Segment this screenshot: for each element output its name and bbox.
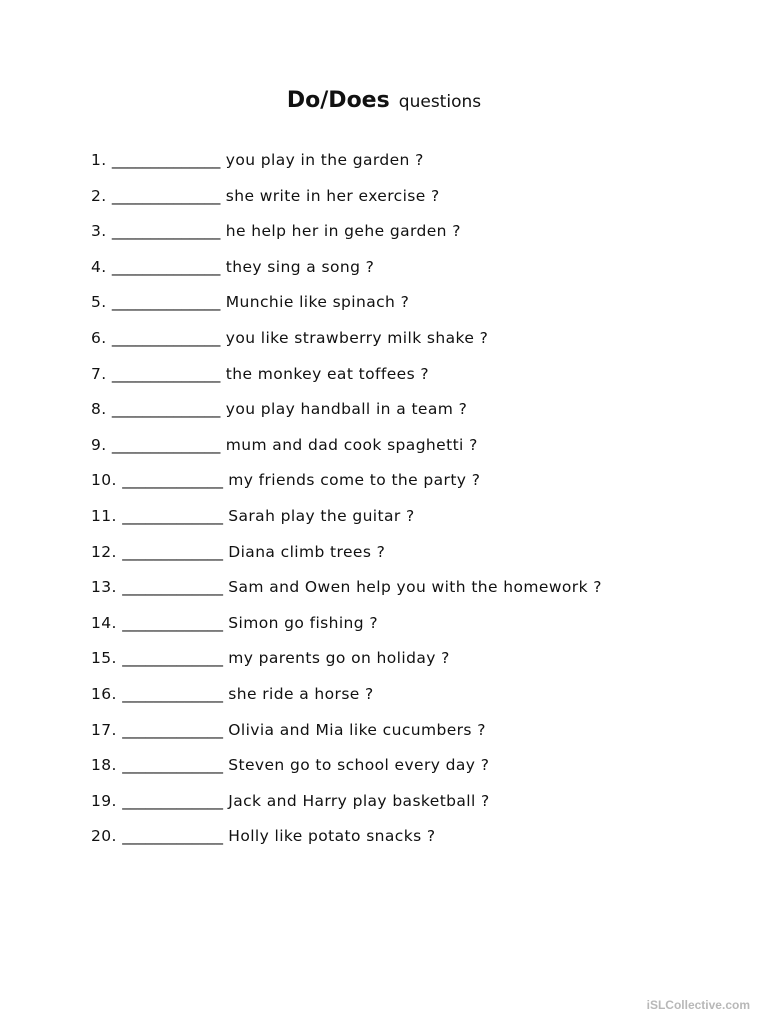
answer-blank: _____________ — [122, 506, 223, 525]
question-number: 13. — [91, 578, 117, 597]
question-item — [91, 573, 731, 609]
question-number: 16. — [91, 684, 117, 703]
question-text: the monkey eat toffees ? — [225, 364, 429, 383]
title-main: Do/Does — [286, 88, 390, 113]
question-number: 10. — [91, 471, 117, 490]
question-item — [91, 822, 731, 858]
answer-blank: _____________ — [122, 756, 223, 775]
question-item — [91, 360, 731, 396]
question-item — [91, 538, 731, 574]
question-text: you play handball in a team ? — [225, 400, 468, 419]
question-text: my friends come to the party ? — [228, 471, 481, 490]
question-number: 19. — [91, 791, 117, 810]
question-item — [91, 324, 731, 360]
question-text: Jack and Harry play basketball ? — [228, 791, 490, 810]
answer-blank: ______________ — [111, 400, 221, 419]
question-number: 18. — [91, 756, 117, 775]
answer-blank: ______________ — [111, 328, 221, 347]
title-subtitle: questions — [398, 92, 482, 112]
question-number: 1. — [91, 151, 107, 169]
answer-blank: _____________ — [122, 613, 223, 632]
question-text: you play in the garden ? — [225, 151, 424, 169]
question-text: Olivia and Mia like cucumbers ? — [228, 720, 486, 739]
answer-blank: ______________ — [111, 222, 221, 241]
answer-blank: ______________ — [111, 151, 221, 169]
question-number: 9. — [91, 435, 107, 454]
question-number: 15. — [91, 649, 117, 668]
question-text: mum and dad cook spaghetti ? — [225, 435, 478, 454]
answer-blank: ______________ — [111, 293, 221, 312]
question-item — [91, 395, 731, 431]
answer-blank: ______________ — [111, 435, 221, 454]
question-item — [91, 502, 731, 538]
question-number: 11. — [91, 506, 117, 525]
question-text: Sarah play the guitar ? — [228, 506, 415, 525]
answer-blank: _____________ — [122, 791, 223, 810]
question-text: she ride a horse ? — [228, 684, 374, 703]
question-text: Sam and Owen help you with the homework ? — [228, 578, 602, 597]
question-text: he help her in gehe garden ? — [225, 222, 461, 241]
question-item — [91, 431, 731, 467]
question-number: 7. — [91, 364, 107, 383]
question-list — [91, 146, 731, 858]
question-number: 2. — [91, 186, 107, 205]
answer-blank: ______________ — [111, 257, 221, 276]
question-number: 4. — [91, 257, 107, 276]
question-text: she write in her exercise ? — [225, 186, 440, 205]
question-item — [91, 716, 731, 752]
question-text: my parents go on holiday ? — [228, 649, 450, 668]
answer-blank: _____________ — [122, 827, 223, 846]
question-number: 8. — [91, 400, 107, 419]
question-item — [91, 182, 731, 218]
answer-blank: ______________ — [111, 186, 221, 205]
question-item — [91, 644, 731, 680]
question-number: 20. — [91, 827, 117, 846]
question-item — [91, 787, 731, 823]
answer-blank: ______________ — [111, 364, 221, 383]
question-item — [91, 609, 731, 645]
question-number: 5. — [91, 293, 107, 312]
question-item — [91, 751, 731, 787]
question-number: 17. — [91, 720, 117, 739]
question-number: 3. — [91, 222, 107, 241]
question-text: you like strawberry milk shake ? — [225, 328, 489, 347]
question-number: 14. — [91, 613, 117, 632]
question-number: 6. — [91, 328, 107, 347]
question-text: Munchie like spinach ? — [225, 293, 410, 312]
answer-blank: _____________ — [122, 578, 223, 597]
question-text: Holly like potato snacks ? — [228, 827, 436, 846]
question-text: Steven go to school every day ? — [228, 756, 490, 775]
answer-blank: _____________ — [122, 542, 223, 561]
answer-blank: _____________ — [122, 471, 223, 490]
answer-blank: _____________ — [122, 684, 223, 703]
question-item — [91, 466, 731, 502]
question-text: Diana climb trees ? — [228, 542, 386, 561]
question-item — [91, 253, 731, 289]
page-title — [0, 88, 768, 113]
question-item — [91, 680, 731, 716]
question-text: they sing a song ? — [225, 257, 375, 276]
watermark: iSLCollective.com — [646, 998, 750, 1012]
answer-blank: _____________ — [122, 649, 223, 668]
question-text: Simon go fishing ? — [228, 613, 378, 632]
question-item — [91, 217, 731, 253]
question-number: 12. — [91, 542, 117, 561]
question-item — [91, 146, 731, 182]
question-item — [91, 288, 731, 324]
answer-blank: _____________ — [122, 720, 223, 739]
